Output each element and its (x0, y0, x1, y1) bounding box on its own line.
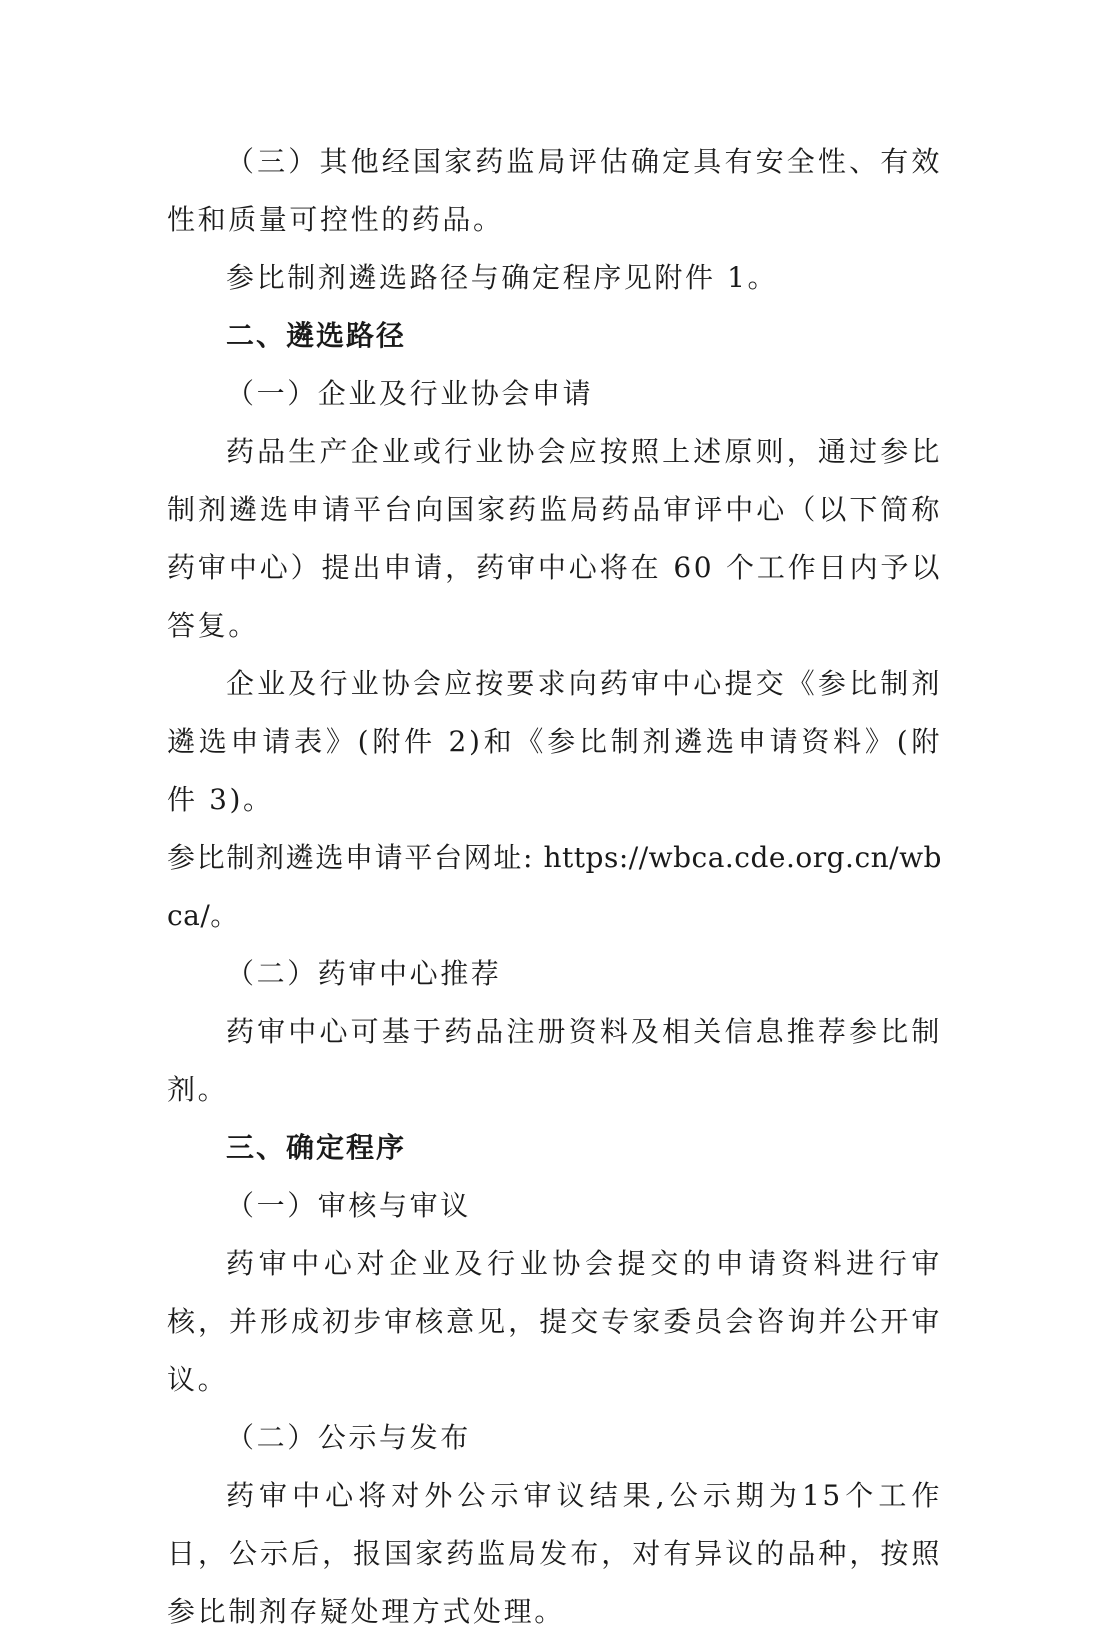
paragraph-item-3-criteria: （三）其他经国家药监局评估确定具有安全性、有效性和质量可控性的药品。 (167, 145, 942, 236)
section-heading-selection-path: 二、遴选路径 (226, 319, 407, 352)
paragraph-cde-recommendation: 药审中心可基于药品注册资料及相关信息推荐参比制剂。 (167, 1015, 942, 1106)
subheading-enterprise-application: （一）企业及行业协会申请 (226, 377, 594, 410)
paragraph-attachment-1-note: 参比制剂遴选路径与确定程序见附件 1。 (226, 261, 779, 294)
paragraph-platform-url: 参比制剂遴选申请平台网址: https://wbca.cde.org.cn/wbca/。 (167, 841, 942, 932)
paragraph-submission-documents: 企业及行业协会应按要求向药审中心提交《参比制剂遴选申请表》(附件 2)和《参比制剂遴选申请资料》(附件 3)。 (167, 667, 942, 816)
section-heading-determination-procedure: 三、确定程序 (226, 1131, 407, 1164)
paragraph-application-process: 药品生产企业或行业协会应按照上述原则，通过参比制剂遴选申请平台向国家药监局药品审评中心（以下简称药审中心）提出申请，药审中心将在 60 个工作日内予以答复。 (167, 435, 942, 642)
subheading-publicity-release: （二）公示与发布 (226, 1421, 471, 1454)
subheading-cde-recommendation: （二）药审中心推荐 (226, 957, 502, 990)
subheading-review-deliberation: （一）审核与审议 (226, 1189, 471, 1222)
document-body (167, 133, 942, 1641)
paragraph-publicity-process: 药审中心将对外公示审议结果,公示期为15个工作日，公示后，报国家药监局发布，对有异议的品种，按照参比制剂存疑处理方式处理。 (167, 1479, 942, 1628)
paragraph-review-process: 药审中心对企业及行业协会提交的申请资料进行审核，并形成初步审核意见，提交专家委员会咨询并公开审议。 (167, 1247, 942, 1396)
